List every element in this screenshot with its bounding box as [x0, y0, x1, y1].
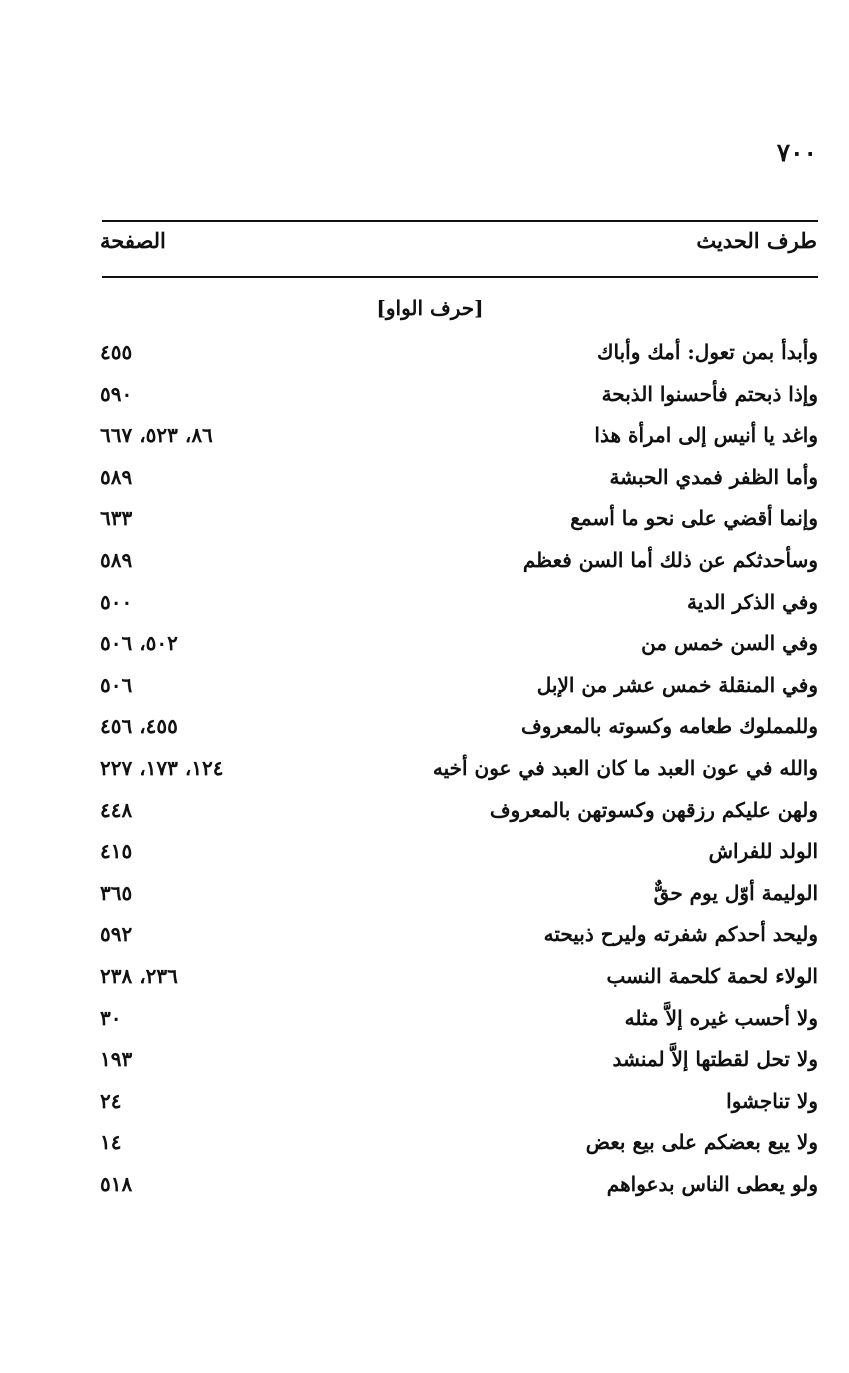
entry-pages: ٥٠٦	[100, 672, 133, 697]
entry-pages: ٣٠	[100, 1005, 122, 1030]
index-entry	[100, 1002, 818, 1044]
entry-text: الولد للفراش	[708, 839, 818, 864]
index-entry	[100, 461, 818, 503]
entry-pages: ٦٣٣	[100, 506, 133, 531]
entry-text: وإذا ذبحتم فأحسنوا الذبحة	[601, 381, 818, 406]
entry-text: واغد يا أنيس إلى امرأة هذا	[594, 423, 818, 448]
entry-text: وأبدأ بمن تعول: أمك وأباك	[597, 340, 818, 364]
entry-text: الوليمة أوّل يوم حقٌّ	[653, 880, 818, 905]
top-rule	[102, 220, 818, 222]
index-entry	[100, 627, 818, 669]
entry-pages: ٥٨٩	[100, 464, 133, 489]
section-heading: [حرف الواو]	[376, 296, 484, 320]
entry-pages: ٣٦٥	[100, 880, 133, 905]
index-entry	[100, 877, 818, 919]
entry-pages: ٥٠٢، ٥٠٦	[100, 631, 178, 656]
entry-pages: ٥٠٠	[100, 589, 133, 614]
entry-text: وإنما أقضي على نحو ما أسمع	[570, 506, 818, 531]
entry-text: ولا تحل لقطتها إلاَّ لمنشد	[612, 1047, 818, 1072]
index-entry	[100, 1126, 818, 1168]
index-entry	[100, 710, 818, 752]
index-entries	[100, 336, 818, 1209]
entry-text: وسأحدثكم عن ذلك أما السن فعظم	[522, 547, 818, 572]
column-header-hadith: طرف الحديث	[696, 228, 817, 253]
entry-text: ولو يعطى الناس بدعواهم	[606, 1171, 818, 1196]
entry-pages: ١٩٣	[100, 1047, 133, 1072]
index-entry	[100, 794, 818, 836]
index-entry	[100, 669, 818, 711]
entry-text: ولا تناجشوا	[726, 1088, 818, 1113]
index-entry	[100, 378, 818, 420]
index-entry	[100, 1168, 818, 1210]
entry-pages: ٤٥٥، ٤٥٦	[100, 714, 178, 739]
entry-pages: ١٤	[100, 1130, 122, 1155]
index-entry	[100, 918, 818, 960]
bottom-rule	[102, 276, 818, 278]
index-entry	[100, 835, 818, 877]
entry-pages: ١٢٤، ١٧٣، ٢٢٧	[100, 755, 224, 780]
entry-text: الولاء لحمة كلحمة النسب	[606, 963, 818, 988]
column-header-page: الصفحة	[100, 228, 166, 253]
entry-pages: ٢٣٦، ٢٣٨	[100, 963, 178, 988]
index-entry	[100, 336, 818, 378]
entry-text: والله في عون العبد ما كان العبد في عون أخيه	[432, 755, 818, 780]
page-number: ٧٠٠	[776, 138, 817, 167]
index-entry	[100, 502, 818, 544]
entry-text: ولا يبع بعضكم على بيع بعض	[585, 1130, 818, 1155]
entry-text: وليحد أحدكم شفرته وليرح ذبيحته	[543, 922, 818, 947]
index-entry	[100, 960, 818, 1002]
index-entry	[100, 586, 818, 628]
entry-text: وفي السن خمس من	[641, 631, 818, 656]
index-entry	[100, 544, 818, 586]
entry-pages: ٢٤	[100, 1088, 122, 1113]
entry-text: ولا أحسب غيره إلاَّ مثله	[624, 1005, 818, 1030]
entry-pages: ٥٨٩	[100, 547, 133, 572]
entry-text: وفي المنقلة خمس عشر من الإبل	[536, 672, 818, 697]
entry-pages: ٤١٥	[100, 839, 133, 864]
entry-pages: ٥١٨	[100, 1171, 133, 1196]
entry-pages: ٤٤٨	[100, 797, 133, 822]
entry-pages: ٥٩٢	[100, 922, 133, 947]
entry-pages: ٥٩٠	[100, 381, 133, 406]
index-entry	[100, 1085, 818, 1127]
index-entry	[100, 1043, 818, 1085]
entry-text: وفي الذكر الدية	[687, 589, 818, 614]
index-entry	[100, 419, 818, 461]
index-entry	[100, 752, 818, 794]
entry-text: وللمملوك طعامه وكسوته بالمعروف	[521, 714, 818, 739]
entry-text: وأما الظفر فمدي الحبشة	[609, 464, 818, 489]
entry-pages: ٨٦، ٥٢٣، ٦٦٧	[100, 423, 213, 448]
entry-text: ولهن عليكم رزقهن وكسوتهن بالمعروف	[489, 797, 818, 822]
entry-pages: ٤٥٥	[100, 340, 133, 364]
